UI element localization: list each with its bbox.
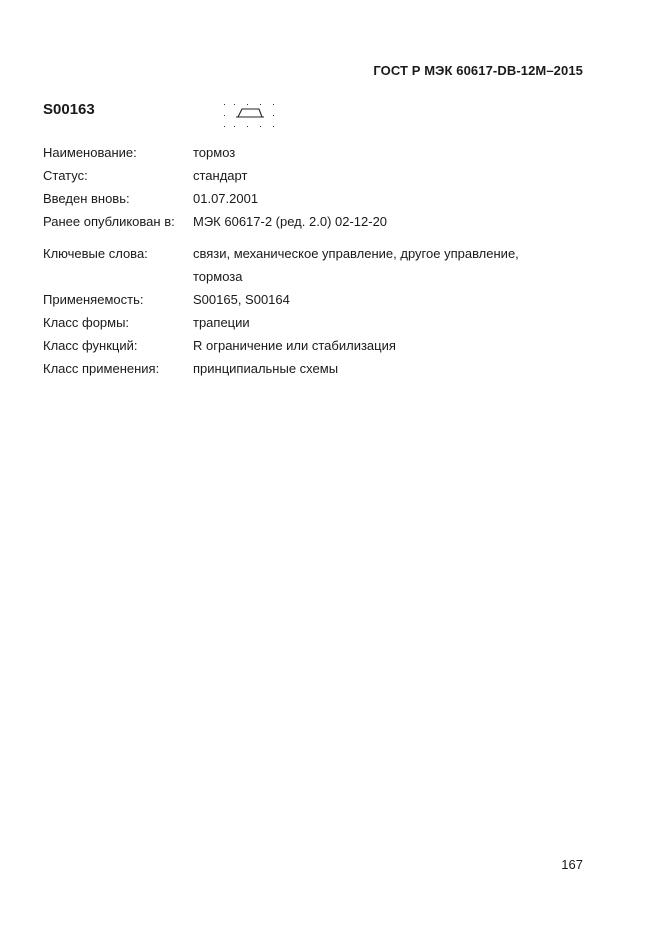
field-value: 01.07.2001	[193, 191, 259, 206]
field-row-applicability	[43, 288, 603, 311]
symbol-code: S00163	[43, 101, 95, 118]
field-row-function-class	[43, 334, 603, 357]
field-label: Ранее опубликован в:	[43, 214, 175, 229]
field-label: Статус:	[43, 168, 88, 183]
brake-trapezoid-symbol-icon	[222, 100, 278, 132]
field-label: Наименование:	[43, 145, 137, 160]
field-label: Класс функций:	[43, 338, 138, 353]
field-row-name	[43, 141, 603, 164]
field-row-application-class	[43, 357, 603, 380]
field-label: Класс применения:	[43, 361, 160, 376]
field-row-keywords	[43, 242, 603, 288]
field-row-introduced	[43, 187, 603, 210]
field-row-status	[43, 164, 603, 187]
field-value: тормоз	[193, 145, 236, 160]
field-value	[193, 242, 603, 288]
attribute-list	[43, 141, 603, 380]
field-label: Введен вновь:	[43, 191, 130, 206]
field-value: принципиальные схемы	[193, 361, 339, 376]
field-value: трапеции	[193, 315, 250, 330]
field-value: МЭК 60617-2 (ред. 2.0) 02-12-20	[193, 214, 388, 229]
field-label: Ключевые слова:	[43, 246, 148, 261]
standard-header: ГОСТ Р МЭК 60617-DB-12M–2015	[373, 63, 583, 78]
keywords-line-2: тормоза	[193, 269, 243, 284]
keywords-line-1: связи, механическое управление, другое управление,	[193, 246, 519, 261]
field-row-previously-published	[43, 210, 603, 233]
field-row-shape-class	[43, 311, 603, 334]
field-value: R ограничение или стабилизация	[193, 338, 396, 353]
field-label: Применяемость:	[43, 292, 144, 307]
page-number: 167	[561, 857, 583, 872]
field-value: стандарт	[193, 168, 248, 183]
field-value: S00165, S00164	[193, 292, 290, 307]
field-label: Класс формы:	[43, 315, 130, 330]
